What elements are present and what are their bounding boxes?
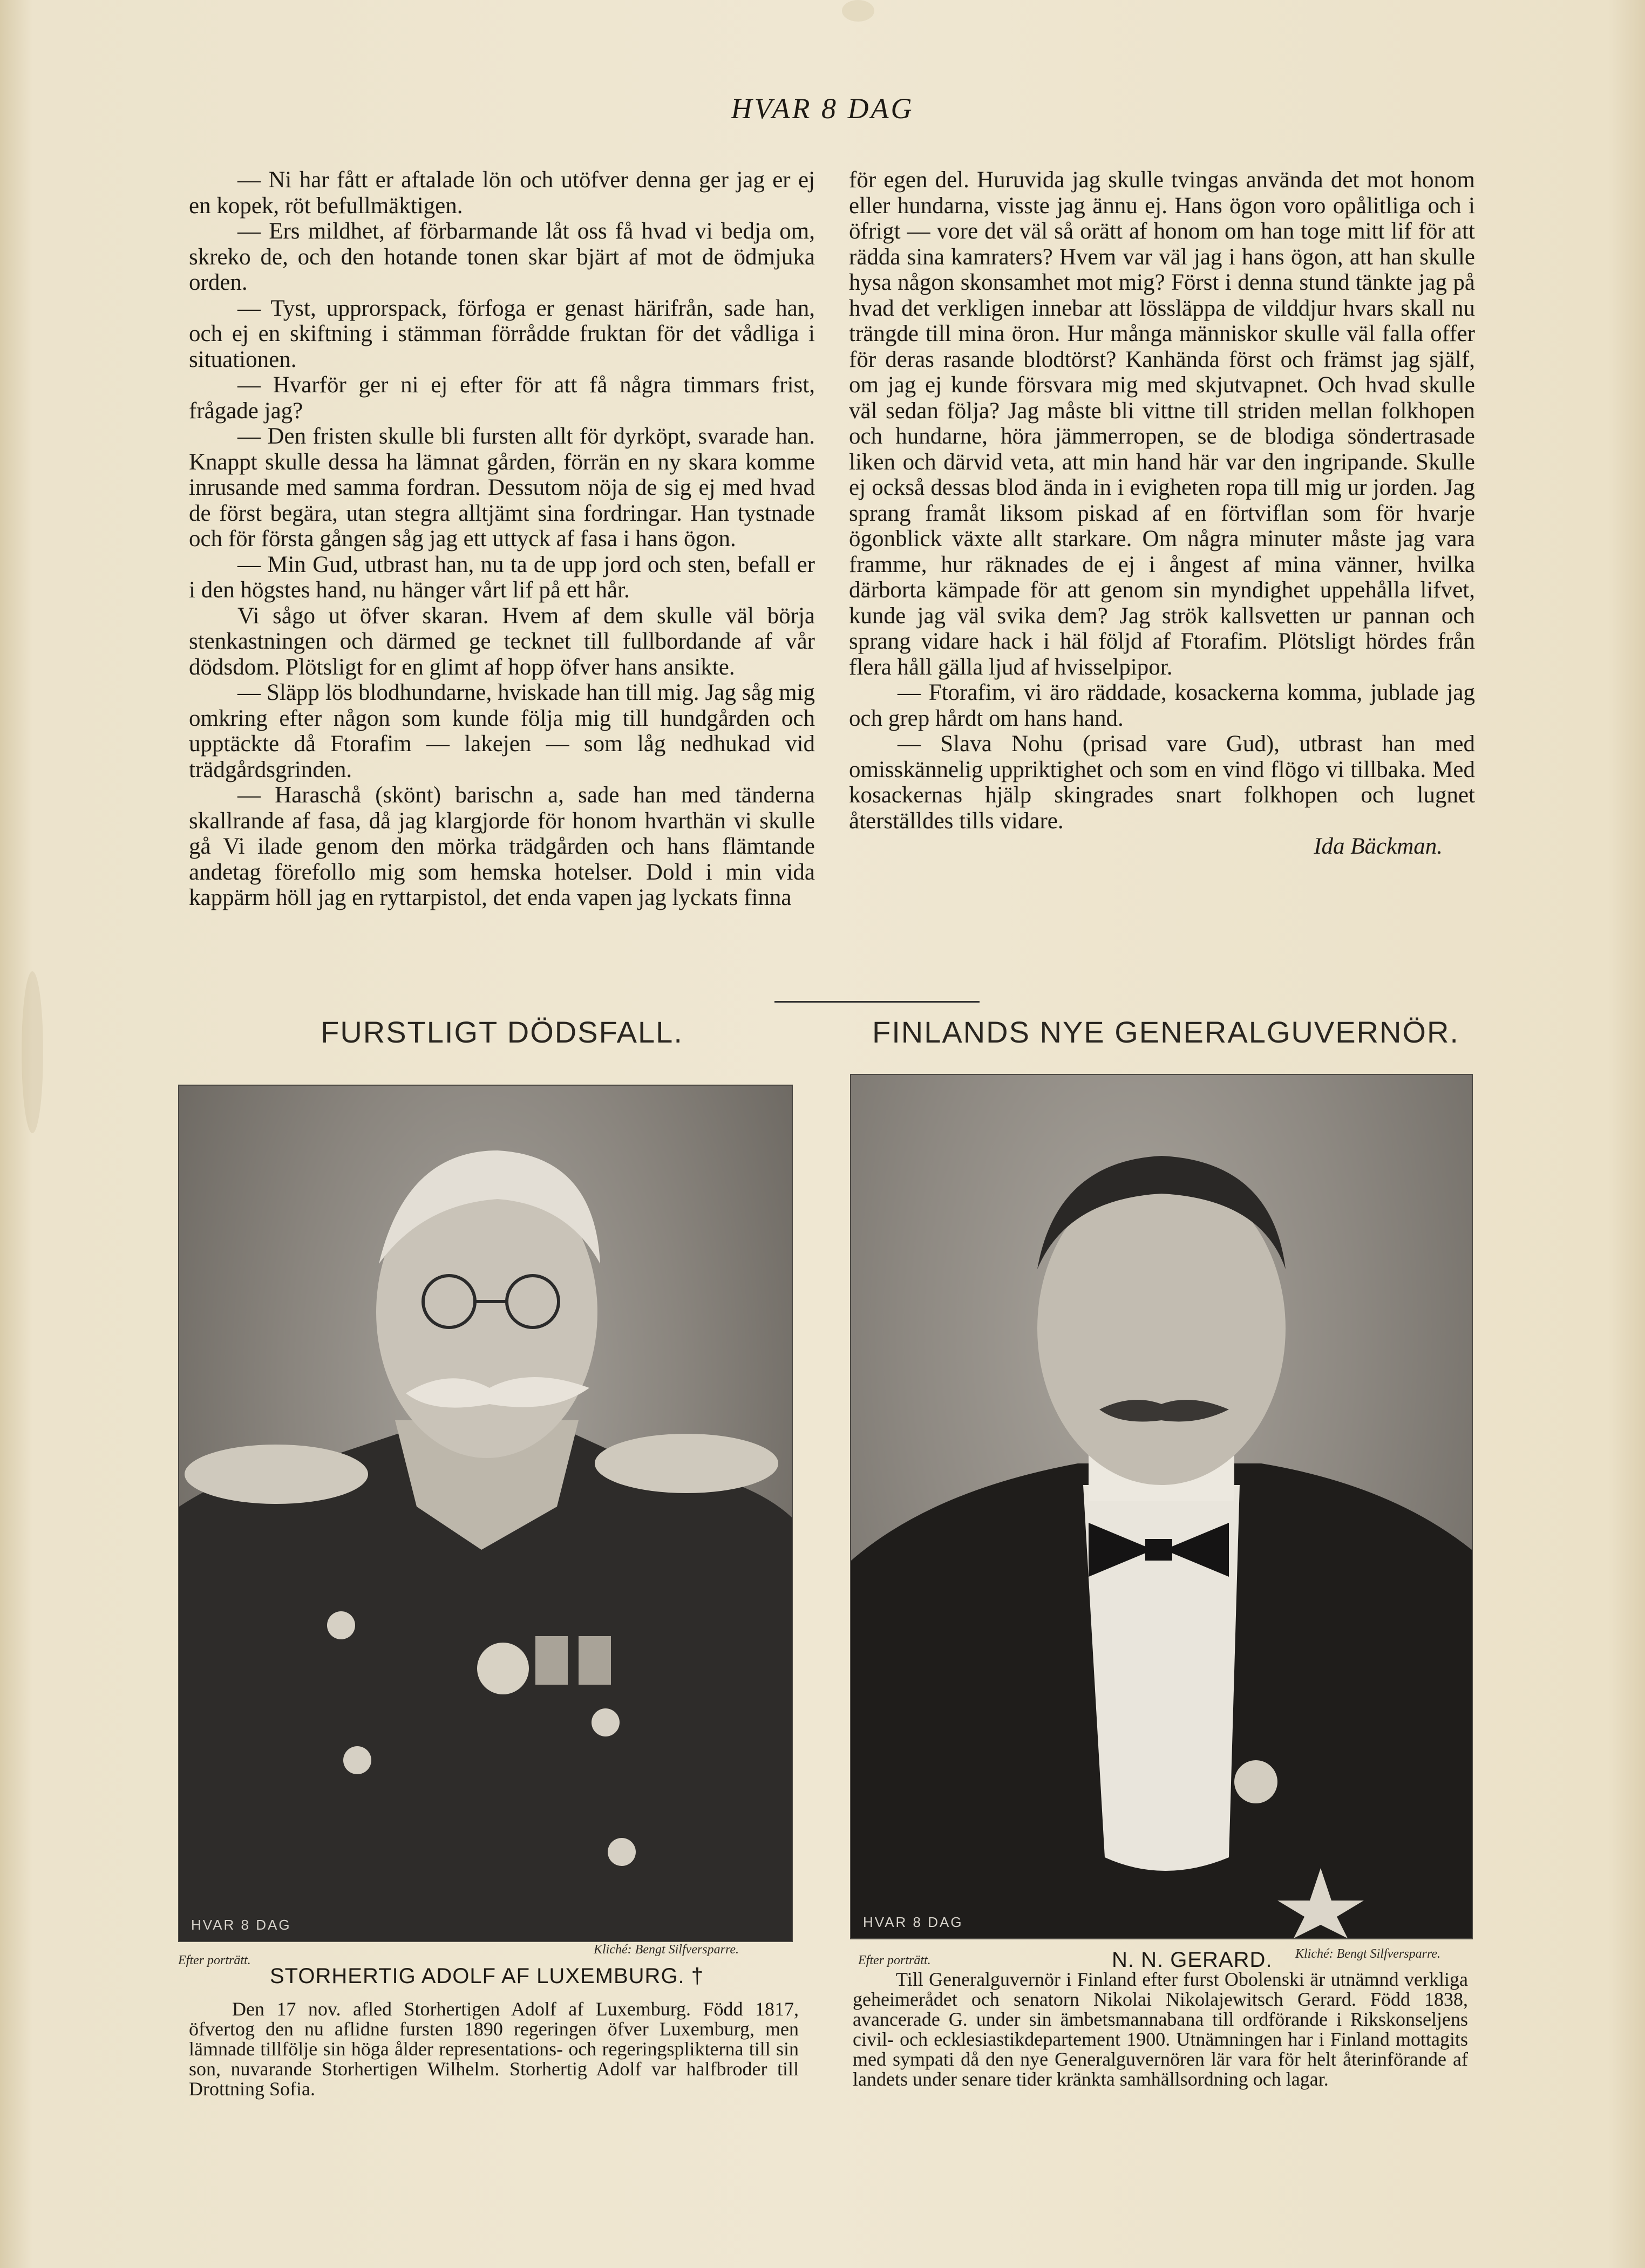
- story-paragraph: för egen del. Huruvida jag skulle tvingas använda det mot honom eller hundarna, visste jag ännu ej. Hans ögon voro opålitliga och i öfrigt — vore det väl så orätt af honom om han toge mitt lif för att rädda sina kamraters? Hvem var väl jag i hans ögon, att han skulle hysa någon skonsamhet mot mig? Först i denna stund tänkte jag på hvad det verkligen innebar att lössläppa de vilddjur hvars skall nu trängde till mina öron. Hur många människor skulle väl falla offer för deras rasande blodtörst? Kanhända först och främst jag själf, om jag ej kunde försvara mig med skjutvapnet. Och hvad skulle väl sedan följa? Jag måste bli vittne till striden mellan folkhopen och hundarne, höra jämmerropen, se de blodiga söndertrasade liken och därvid veta, att min hand här var den ingripande. Skulle ej också dessas blod ända in i evigheten ropa till mig ur jorden. Jag sprang framåt liksom piskad af en förtviflan som för hvarje ögonblick växte allt starkare. Om några minuter måste jag vara framme, hur räknades de ej i ångest af mina vänner, hvilka därborta kämpade för att genom sin myndighet uppehålla lifvet, kunde jag väl svika dem? Jag strök kallsvetten ur pannan och sprang vidare hack i häl följd af Ftorafim. Plötsligt hördes från flera håll gälla ljud af hvisselpipor.: [849, 167, 1475, 680]
- story-paragraph: — Haraschå (skönt) barischn a, sade han med tänderna skallrande af fasa, då jag klargjorde för honom hvarthän vi skulle gå Vi ilade genom den mörka trädgården och hans flämtande andetag förefollo mig som hemska hotelser. Dold i min vida kappärm höll jag en ryttarpistol, det enda vapen jag lyckats finna: [189, 782, 815, 910]
- cliche-credit: Kliché: Bengt Silfversparre.: [1295, 1947, 1441, 1961]
- portrait-name: N. N. GERARD.: [1112, 1948, 1273, 1972]
- portrait-name: STORHERTIG ADOLF AF LUXEMBURG. †: [270, 1964, 704, 1988]
- caption-text: Till Generalguvernör i Finland efter furst Obolenski är utnämnd verkliga geheimerådet och senatorn Nikolai Nikolajewitsch Gerard. Född 1838, avancerade G. under sin ämbetsmannabana till ordförande i Rikskonseljens civil- och ecklesiastikdepartement 1900. Utnämningen har i Finland mottagits med sympati då den nye Generalguvernören lär vara för helt återinförande af landets under senare tider kränkta samhällsordning och lagar.: [853, 1969, 1468, 2090]
- section-title-right: FINLANDS NYE GENERALGUVERNÖR.: [872, 1015, 1459, 1049]
- section-title-left: FURSTLIGT DÖDSFALL.: [321, 1015, 683, 1049]
- author-signature: Ida Bäckman.: [1314, 834, 1443, 859]
- portrait-illustration: [851, 1075, 1472, 1938]
- story-column-left: [189, 167, 815, 911]
- page-header: HVAR 8 DAG: [731, 92, 914, 125]
- paper-stain: [22, 971, 43, 1133]
- portrait-photo-gerard: [850, 1074, 1473, 1939]
- story-paragraph: — Släpp lös blodhundarne, hviskade han till mig. Jag såg mig omkring efter någon som kunde följa mig till hundgården och upptäckte då Ftorafim — lakejen — som låg nedhukad vid trädgårdsgrinden.: [189, 680, 815, 782]
- photo-watermark: HVAR 8 DAG: [863, 1914, 963, 1930]
- story-paragraph: — Hvarför ger ni ej efter för att få några timmars frist, frågade jag?: [189, 372, 815, 424]
- story-paragraph: Vi sågo ut öfver skaran. Hvem af dem skulle väl börja stenkastningen och därmed ge tecknet till fullbordande af vår dödsdom. Plötsligt for en glimt af hopp öfver hans ansikte.: [189, 603, 815, 680]
- photo-watermark: HVAR 8 DAG: [191, 1917, 291, 1933]
- paper-stain: [842, 0, 874, 22]
- photo-credit: Efter porträtt.: [178, 1953, 251, 1967]
- story-paragraph: — Ni har fått er aftalade lön och utöfver denna ger jag er ej en kopek, röt befullmäktigen.: [189, 167, 815, 219]
- caption-text: Den 17 nov. afled Storhertigen Adolf af Luxemburg. Född 1817, öfvertog den nu aflidne fursten 1890 regeringen öfver Luxemburg, men lämnade tillfölje sin höga ålder representations- och regeringsplikterna till sin son, nuvarande Storhertigen Wilhelm. Storhertig Adolf var halfbroder till Drottning Sofia.: [189, 1998, 799, 2100]
- portrait-illustration: [179, 1086, 792, 1941]
- portrait-caption: [853, 1970, 1468, 2089]
- portrait-caption: [189, 1999, 799, 2099]
- story-paragraph: — Ftorafim, vi äro räddade, kosackerna komma, jublade jag och grep hårdt om hans hand.: [849, 680, 1475, 731]
- story-paragraph: — Slava Nohu (prisad vare Gud), utbrast han med omisskännelig uppriktighet och som en vind flögo vi tillbaka. Med kosackernas hjälp skingrades snart folkhopen och lugnet återställdes tills vidare.: [849, 731, 1475, 834]
- story-paragraph: — Min Gud, utbrast han, nu ta de upp jord och sten, befall er i den högstes hand, nu hänger vårt lif på ett hår.: [189, 551, 815, 603]
- story-column-right: [849, 167, 1475, 860]
- section-divider: [774, 1001, 980, 1003]
- story-paragraph: — Den fristen skulle bli fursten allt för dyrköpt, svarade han. Knappt skulle dessa ha lämnat gården, förrän en ny skara komme inrusande med samma fordran. Dessutom nöja de sig ej med hvad de först begära, utan stegra alltjämt sina fordringar. Han tystnade och för första gången såg jag ett uttyck af fasa i hans ögon.: [189, 424, 815, 551]
- cliche-credit: Kliché: Bengt Silfversparre.: [594, 1943, 739, 1957]
- story-paragraph: — Tyst, upprorspack, förfoga er genast härifrån, sade han, och ej en skiftning i stämman förrådde fruktan för det vådliga i situationen.: [189, 295, 815, 372]
- photo-credit: Efter porträtt.: [858, 1953, 931, 1967]
- portrait-photo-adolf: [178, 1085, 793, 1942]
- story-paragraph: — Ers mildhet, af förbarmande låt oss få hvad vi bedja om, skreko de, och den hotande tonen skar bjärt af mot de ödmjuka orden.: [189, 219, 815, 295]
